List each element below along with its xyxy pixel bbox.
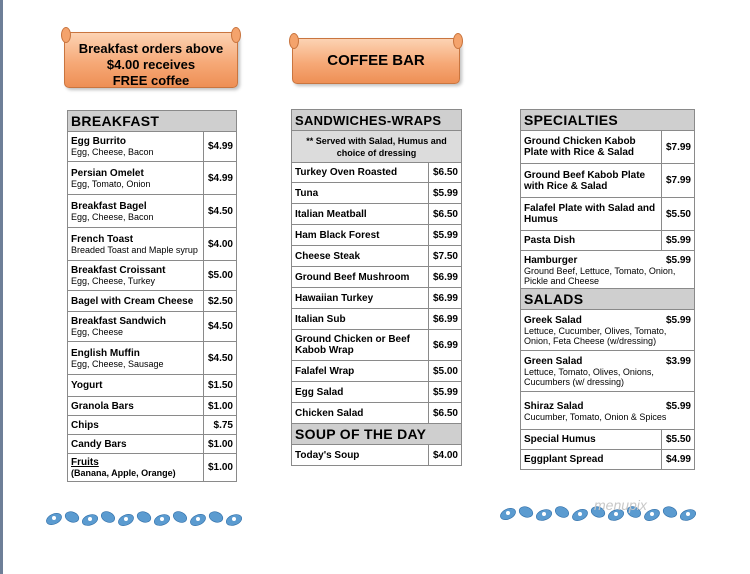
menu-item bbox=[68, 132, 237, 162]
sandwiches-menu-table bbox=[291, 109, 462, 466]
menu-item bbox=[292, 288, 462, 309]
menu-item bbox=[68, 312, 237, 342]
item-description: Ground Beef, Lettuce, Tomato, Onion, Pickle and Cheese bbox=[524, 265, 676, 286]
item-price: $1.50 bbox=[204, 375, 237, 397]
menu-item bbox=[68, 195, 237, 228]
menu-item bbox=[292, 246, 462, 267]
coffee-bar-banner bbox=[292, 38, 460, 84]
menu-item bbox=[521, 251, 695, 289]
item-description: Egg, Cheese, Sausage bbox=[71, 358, 164, 369]
item-name: Ground Chicken or Beef Kabob Wrap bbox=[295, 334, 411, 356]
item-description: (Banana, Apple, Orange) bbox=[71, 468, 176, 478]
item-price: $6.50 bbox=[428, 163, 461, 183]
item-price: $4.99 bbox=[661, 450, 694, 470]
item-name: Today's Soup bbox=[295, 449, 360, 461]
item-name: Ground Beef Mushroom bbox=[295, 271, 410, 283]
menu-item bbox=[68, 228, 237, 261]
item-name: Breakfast Sandwich bbox=[71, 316, 167, 327]
item-price: $4.50 bbox=[204, 312, 237, 342]
item-price: $7.99 bbox=[661, 131, 694, 164]
menu-item bbox=[292, 225, 462, 246]
item-price: $6.99 bbox=[428, 288, 461, 309]
item-name: Falafel Wrap bbox=[295, 365, 355, 377]
item-name: Turkey Oven Roasted bbox=[295, 167, 398, 178]
item-price: $7.99 bbox=[661, 164, 694, 198]
item-price: $4.00 bbox=[204, 228, 237, 261]
item-name: Tuna bbox=[295, 187, 319, 199]
menu-item bbox=[68, 435, 237, 454]
item-price: $4.50 bbox=[204, 342, 237, 375]
item-name: Bagel with Cream Cheese bbox=[71, 295, 194, 307]
scroll-curl bbox=[453, 33, 463, 49]
item-price: $4.50 bbox=[204, 195, 237, 228]
sandwiches-note: ** Served with Salad, Humus and choice of dressing bbox=[292, 131, 462, 163]
item-price: $5.99 bbox=[428, 183, 461, 204]
item-name: Cheese Steak bbox=[295, 250, 361, 262]
menu-item bbox=[292, 330, 462, 361]
menu-item bbox=[521, 198, 695, 231]
item-name: Green Salad bbox=[524, 356, 583, 367]
item-price: $5.99 bbox=[665, 254, 691, 266]
menu-item bbox=[521, 450, 695, 470]
item-price: $3.99 bbox=[665, 356, 691, 367]
item-name: French Toast bbox=[71, 233, 134, 245]
item-name: Breakfast Croissant bbox=[71, 265, 166, 276]
item-description: Lettuce, Tomato, Olives, Onions, Cucumbers (w/ dressing) bbox=[524, 367, 654, 387]
item-price: $6.99 bbox=[428, 309, 461, 330]
item-price: $5.99 bbox=[661, 231, 694, 251]
menu-item bbox=[68, 162, 237, 195]
menu-item bbox=[521, 310, 695, 351]
promo-line: $4.00 receives bbox=[106, 57, 196, 72]
item-price: $1.00 bbox=[204, 397, 237, 416]
item-name: Pasta Dish bbox=[524, 235, 576, 246]
item-name: Fruits bbox=[71, 457, 99, 468]
item-price: $5.99 bbox=[665, 400, 691, 412]
menu-item bbox=[292, 382, 462, 403]
salads-section-title: SALADS bbox=[521, 289, 695, 310]
scroll-curl bbox=[231, 27, 241, 43]
item-description: Cucumber, Tomato, Onion & Spices bbox=[524, 411, 667, 422]
menu-item bbox=[292, 309, 462, 330]
item-name: Candy Bars bbox=[71, 438, 127, 450]
menu-item bbox=[68, 375, 237, 397]
menu-item bbox=[521, 392, 695, 430]
menu-item bbox=[292, 403, 462, 424]
menu-item bbox=[292, 267, 462, 288]
specialties-menu-table bbox=[520, 109, 695, 470]
item-price: $6.50 bbox=[428, 204, 461, 225]
scroll-curl bbox=[61, 27, 71, 43]
item-name: Eggplant Spread bbox=[524, 454, 604, 465]
menu-item bbox=[292, 445, 462, 466]
item-name: Ground Beef Kabob Plate with Rice & Salad bbox=[524, 169, 646, 192]
item-price: $6.99 bbox=[428, 267, 461, 288]
item-price: $5.50 bbox=[661, 198, 694, 231]
item-name: English Muffin bbox=[71, 347, 140, 359]
item-name: Granola Bars bbox=[71, 400, 134, 412]
item-price: $5.00 bbox=[428, 361, 461, 382]
breakfast-menu-table bbox=[67, 110, 237, 482]
menu-item bbox=[521, 351, 695, 392]
menu-item bbox=[521, 430, 695, 450]
soup-section-title: SOUP OF THE DAY bbox=[292, 424, 462, 445]
menu-item bbox=[68, 342, 237, 375]
breakfast-section-title: BREAKFAST bbox=[68, 111, 237, 132]
item-price: $5.00 bbox=[204, 261, 237, 291]
menu-item bbox=[521, 131, 695, 164]
item-name: Italian Sub bbox=[295, 313, 346, 325]
item-name: Yogurt bbox=[71, 380, 103, 391]
item-price: $5.50 bbox=[661, 430, 694, 450]
specialties-section-title: SPECIALTIES bbox=[521, 110, 695, 131]
menu-item bbox=[68, 454, 237, 482]
item-name: Egg Burrito bbox=[71, 136, 126, 147]
promo-line: Breakfast orders above bbox=[78, 41, 224, 56]
menu-item bbox=[68, 291, 237, 312]
menu-item bbox=[292, 204, 462, 225]
menu-item bbox=[292, 361, 462, 382]
menu-item bbox=[292, 183, 462, 204]
item-name: Chicken Salad bbox=[295, 407, 364, 419]
item-price: $1.00 bbox=[204, 435, 237, 454]
item-price: $5.99 bbox=[665, 315, 691, 326]
wave-ornament-graphic bbox=[44, 505, 254, 533]
page-left-border bbox=[0, 0, 3, 574]
item-price: $6.50 bbox=[428, 403, 461, 424]
item-name: Italian Meatball bbox=[295, 208, 367, 220]
item-price: $2.50 bbox=[204, 291, 237, 312]
menupix-watermark: menupix bbox=[594, 497, 647, 513]
item-price: $4.99 bbox=[204, 162, 237, 195]
blue-wave-ornament-left bbox=[44, 505, 254, 538]
item-name: Chips bbox=[71, 419, 99, 431]
item-description: Egg, Cheese, Bacon bbox=[71, 211, 154, 222]
item-price: $7.50 bbox=[428, 246, 461, 267]
item-price: $1.00 bbox=[204, 454, 237, 482]
scroll-curl bbox=[289, 33, 299, 49]
sandwiches-section-title: SANDWICHES-WRAPS bbox=[292, 110, 462, 131]
item-price: $.75 bbox=[204, 416, 237, 435]
item-description: Egg, Cheese, Turkey bbox=[71, 276, 156, 286]
free-coffee-promo-banner bbox=[64, 32, 238, 88]
item-price: $6.99 bbox=[428, 330, 461, 361]
promo-line: FREE coffee bbox=[112, 73, 190, 88]
item-name: Persian Omelet bbox=[71, 167, 144, 179]
item-name: Special Humus bbox=[524, 434, 596, 445]
menu-item bbox=[521, 164, 695, 198]
menu-item bbox=[68, 397, 237, 416]
item-description: Lettuce, Cucumber, Olives, Tomato, Onion, Feta Cheese (w/dressing) bbox=[524, 326, 667, 346]
menu-item bbox=[521, 231, 695, 251]
item-name: Breakfast Bagel bbox=[71, 200, 147, 212]
menu-item bbox=[68, 261, 237, 291]
item-description: Egg, Cheese, Bacon bbox=[71, 147, 154, 157]
menu-item bbox=[292, 163, 462, 183]
coffee-bar-title: COFFEE BAR bbox=[327, 52, 425, 69]
menu-item bbox=[68, 416, 237, 435]
item-name: Egg Salad bbox=[295, 386, 344, 398]
item-name: Ground Chicken Kabob Plate with Rice & Salad bbox=[524, 136, 636, 158]
item-name: Greek Salad bbox=[524, 315, 582, 326]
item-description: Breaded Toast and Maple syrup bbox=[71, 244, 198, 255]
item-description: Egg, Cheese bbox=[71, 327, 124, 337]
item-description: Egg, Tomato, Onion bbox=[71, 178, 151, 189]
item-name: Ham Black Forest bbox=[295, 229, 380, 241]
item-price: $5.99 bbox=[428, 382, 461, 403]
item-name: Hamburger bbox=[524, 254, 578, 266]
item-price: $5.99 bbox=[428, 225, 461, 246]
item-name: Falafel Plate with Salad and Humus bbox=[524, 203, 656, 225]
item-price: $4.00 bbox=[428, 445, 461, 466]
item-name: Shiraz Salad bbox=[524, 400, 584, 412]
item-name: Hawaiian Turkey bbox=[295, 292, 374, 304]
item-price: $4.99 bbox=[204, 132, 237, 162]
